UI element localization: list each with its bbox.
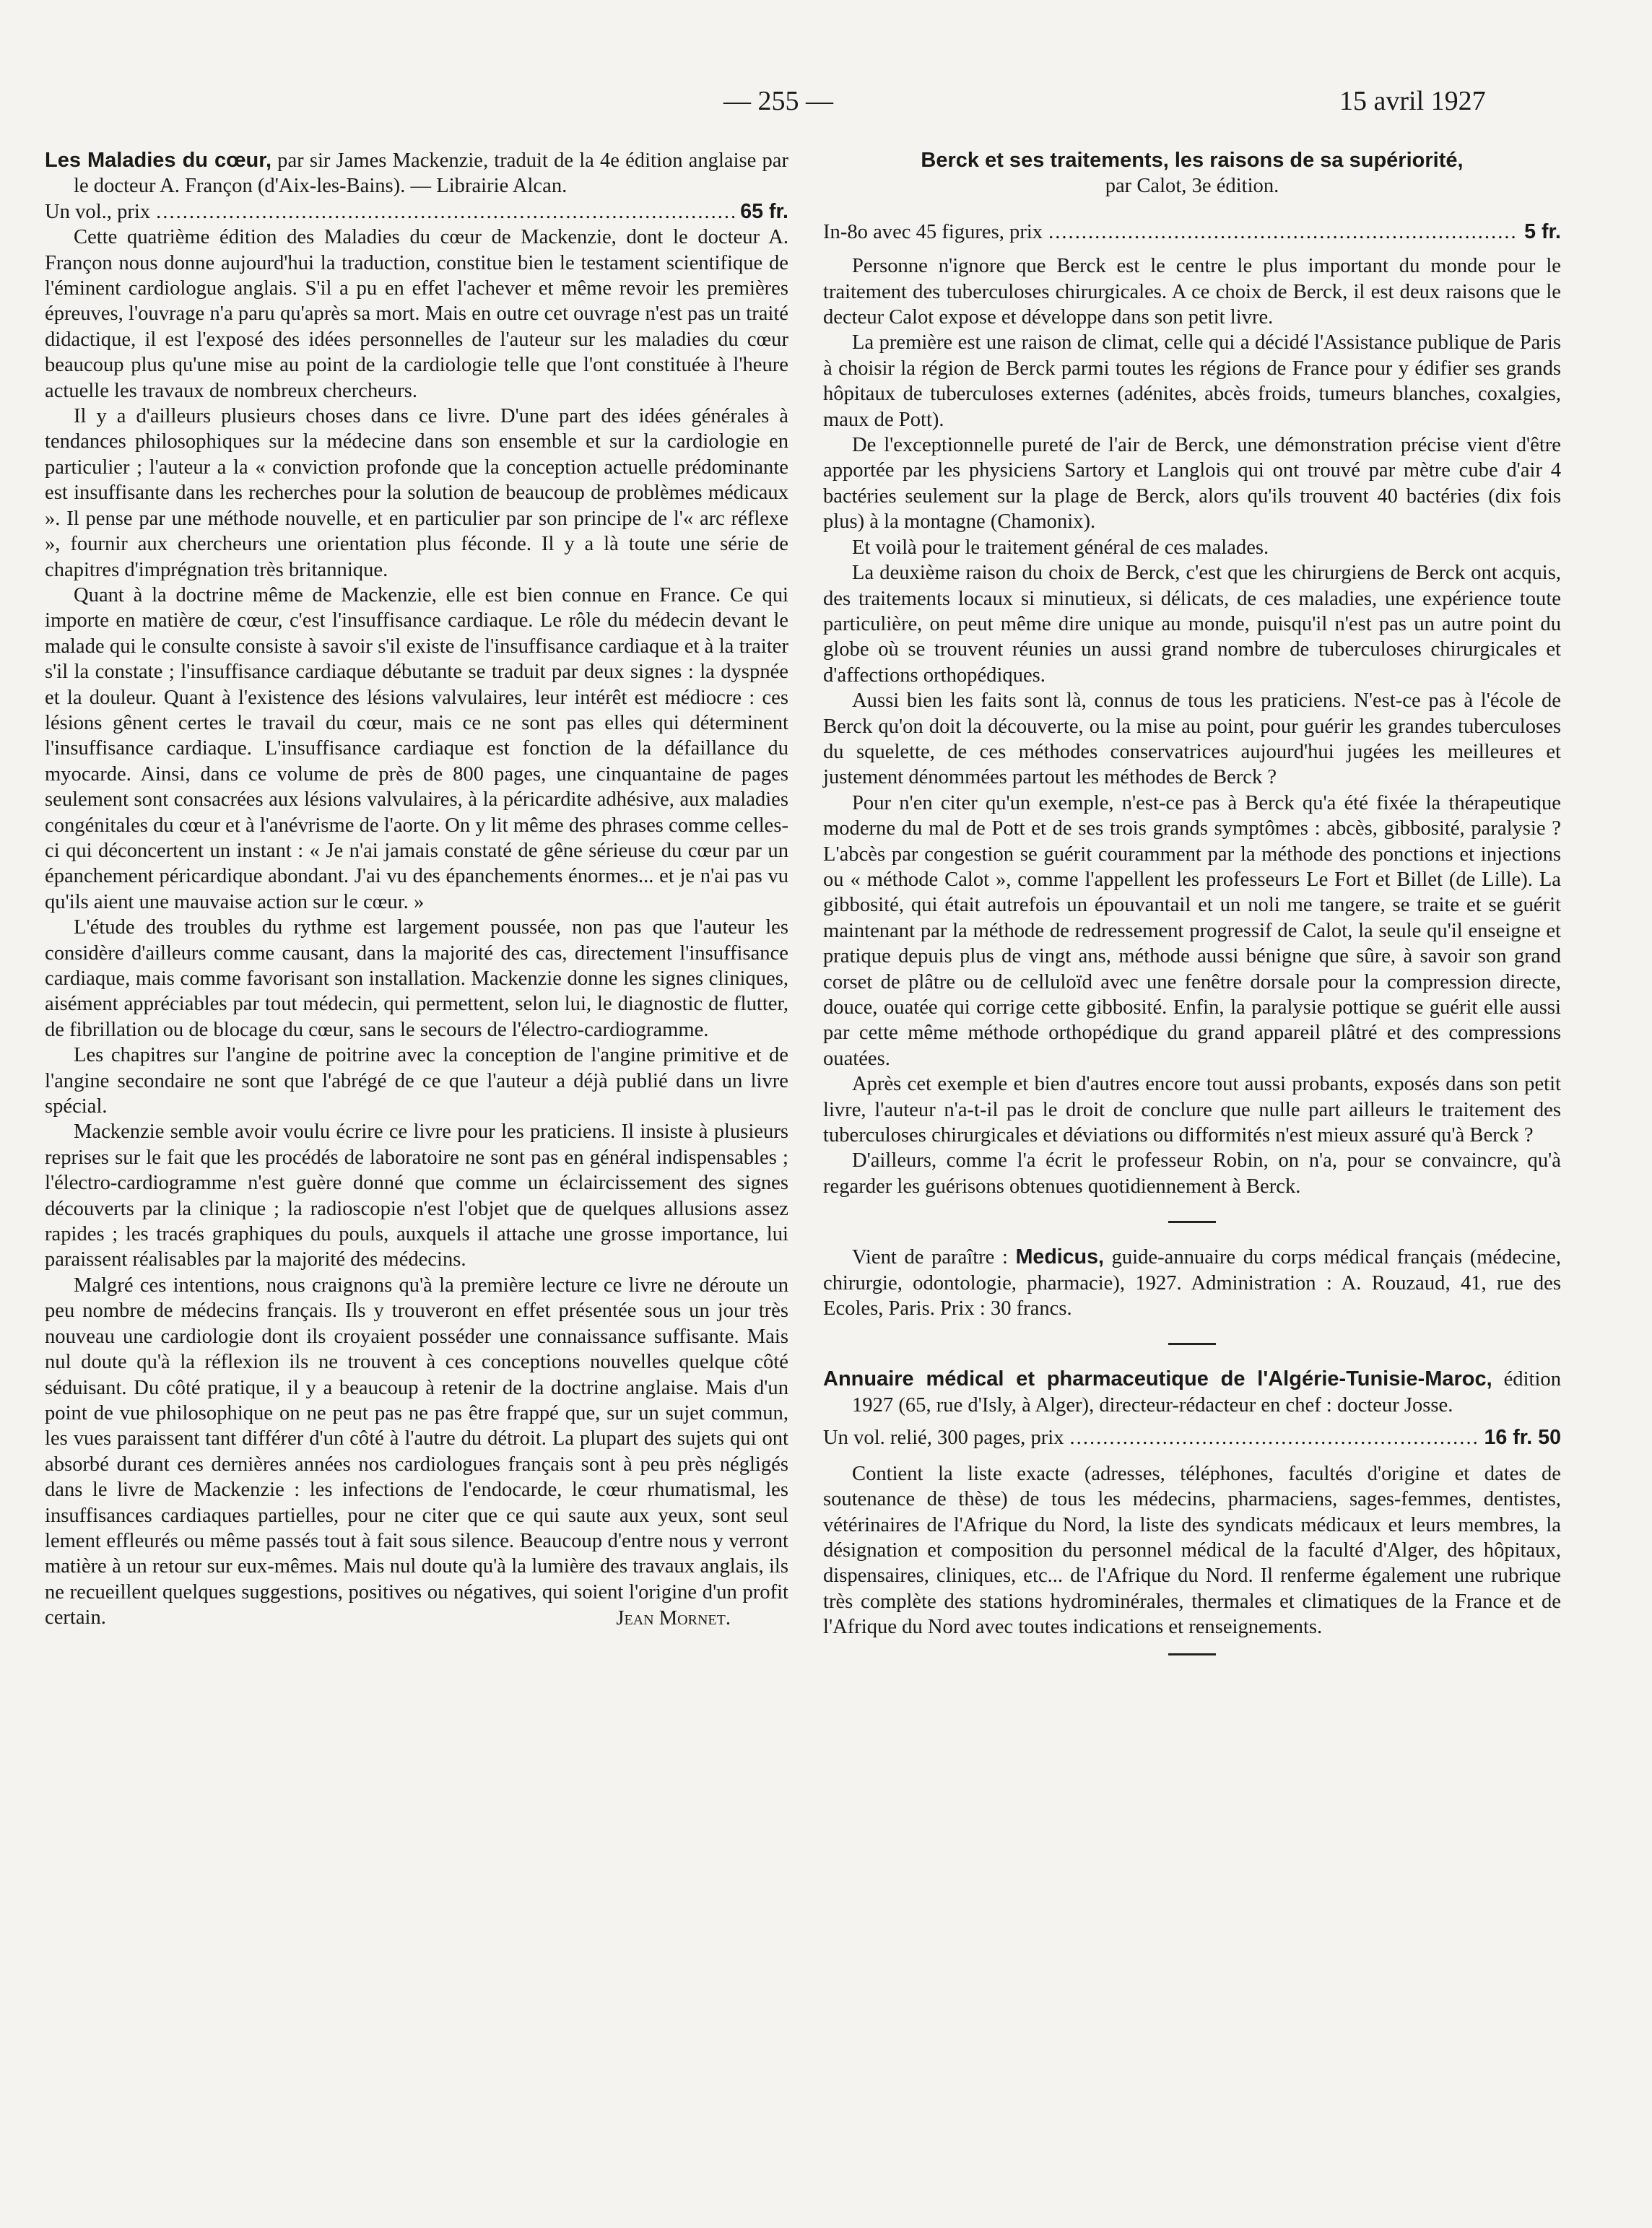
paragraph: Contient la liste exacte (adresses, téléphones, facultés d'origine et dates de soutenance de thèse) de tous les médecins, pharmaciens, sages-femmes, dentistes, vétérinaires de l'Afrique du Nord, la liste des syndicats médicaux et leurs membres, la désignation et composition du personnel médical de la faculté d'Alger, des hôpitaux, dispensaires, cliniques, etc... de l'Afrique du Nord. Il renferme également une rubrique très complète des stations hydrominérales, thermales et climatiques de la France et de l'Afrique du Nord avec toutes indications et renseignements. <box>823 1462 1561 1639</box>
notice-text: guide-annuaire du corps médical français (médecine, chirurgie, odontologie, pharmacie), 1927. Administration : A. Rouzaud, 41, rue des Ecoles, Paris. Prix : 30 francs. <box>823 1246 1561 1320</box>
left-column <box>45 148 788 1631</box>
review-subtitle: par Calot, 3e édition. <box>1105 175 1279 198</box>
review-title: Berck et ses traitements, les raisons de sa supériorité, <box>921 149 1464 172</box>
price-leader <box>1048 219 1518 245</box>
spacer <box>823 1418 1561 1425</box>
price-line <box>823 219 1561 245</box>
review-title-details: par sir James Mackenzie, traduit de la 4e édition anglaise par le docteur A. Françon (d'Aix-les-Bains). — Librairie Alcan. <box>74 149 788 198</box>
notice-lead: Vient de paraître : <box>852 1246 1008 1269</box>
paragraph: Aussi bien les faits sont là, connus de tous les praticiens. N'est-ce pas à l'école de Berck qu'on doit la découverte, ou la mise au point, pour guérir les grandes tuberculoses du squelette, de ces méthodes conservatrices aujourd'hui jugées les meilleures et justement dénommées partout les méthodes de Berck ? <box>823 689 1561 789</box>
review-title: Annuaire médical et pharmaceutique de l'Algérie-Tunisie-Maroc, <box>823 1367 1492 1391</box>
issue-date: 15 avril 1927 <box>1339 86 1486 116</box>
paragraph: Il y a d'ailleurs plusieurs choses dans ce livre. D'une part des idées générales à tendances philosophiques sur la médecine dans son ensemble et sur la cardiologie en particulier ; l'auteur a la « conviction profonde que la conception actuelle prédominante est insuffisante dans les recherches pour la solution de beaucoup de problèmes médicaux ». Il pense par une méthode nouvelle, et en particulier par son principe de l'« arc réflexe », fournir aux chercheurs une orientation plus féconde. Il y a là toute une série de chapitres d'imprégnation très britannique. <box>45 405 788 581</box>
section-divider <box>1168 1343 1216 1345</box>
paragraph: Après cet exemple et bien d'autres encore tout aussi probants, exposés dans son petit livre, l'auteur n'a-t-il pas le droit de conclure que nulle part ailleurs le traitement des tuberculoses chirurgicales et déviations ou difformités n'est mieux assuré qu'à Berck ? <box>823 1073 1561 1147</box>
paragraph: Les chapitres sur l'angine de poitrine avec la conception de l'angine primitive et de l'angine secondaire ne sont que l'abrégé de ce que l'auteur a déjà publié dans un livre spécial. <box>45 1044 788 1118</box>
paragraph: Mackenzie semble avoir voulu écrire ce livre pour les praticiens. Il insiste à plusieurs reprises sur le fait que les procédés de laboratoire ne sont pas en général indispensables ; l'électro-cardiogramme n'est guère donné que comme un éclaircissement des signes découverts par la clinique ; la radioscopie n'est l'objet que de quelques allusions assez rapides ; les tracés graphiques du pouls, auxquels il attache une grosse importance, lui paraissent réalisables par la majorité des médecins. <box>45 1120 788 1271</box>
price-leader <box>1070 1425 1479 1450</box>
paragraph: Cette quatrième édition des Maladies du cœur de Mackenzie, dont le docteur A. Françon nous donne aujourd'hui la traduction, constitue bien le testament scientifique de l'éminent cardiologue anglais. S'il a pu en effet l'achever et même revoir les premières épreuves, l'ouvrage n'a paru qu'après sa mort. Mais en outre cet ouvrage n'est pas un traité didactique, il est l'exposé des idées personnelles de l'auteur sur les maladies du cœur beaucoup plus qu'une mise au point de la cardiologie telle que l'ont constituée à l'heure actuelle les travaux de nombreux chercheurs. <box>45 226 788 402</box>
price-value: 65 fr. <box>740 199 788 223</box>
price-line <box>45 199 788 225</box>
right-column <box>823 148 1561 1677</box>
review-heading-berck <box>823 148 1561 199</box>
paragraph: La deuxième raison du choix de Berck, c'est que les chirurgiens de Berck ont acquis, des traitements locaux si minutieux, si délicats, de ces maladies, une expérience toute particulière, on peut même dire unique au monde, puisqu'il n'est pas un autre point du globe où se trouvent réunies un aussi grand nombre de tuberculoses chirurgicales et d'affections orthopédiques. <box>823 562 1561 687</box>
price-label: In-8o avec 45 figures, prix <box>823 220 1043 243</box>
review-heading-maladies <box>45 148 788 199</box>
paragraph: Et voilà pour le traitement général de ces malades. <box>852 536 1269 559</box>
section-divider <box>1168 1653 1216 1655</box>
price-label: Un vol., prix <box>45 200 151 223</box>
paragraph: Quant à la doctrine même de Mackenzie, elle est bien connue en France. Ce qui importe en matière de cœur, c'est l'insuffisance cardiaque. Le rôle du médecin devant le malade qui le consulte consiste à savoir s'il existe de l'insuffisance cardiaque et à la traiter s'il la constate ; l'insuffisance cardiaque débutante se traduit par deux signes : la dyspnée et la douleur. Quant à l'existence des lésions valvulaires, leur intérêt est médiocre : ces lésions gênent certes le travail du cœur, mais ce ne sont pas elles qui déterminent l'insuffisance cardiaque. L'insuffisance cardiaque est fonction de la défaillance du myocarde. Ainsi, dans ce volume de près de 800 pages, une cinquantaine de pages seulement sont consacrées aux lésions valvulaires, à la péricardite adhésive, aux maladies congénitales du cœur et à l'anévrisme de l'aorte. On y lit même des phrases comme celles-ci qui déconcertent un instant : « Je n'ai jamais constaté de gêne sérieuse du cœur par un épanchement péricardique abondant. J'ai vu des épanchements énormes... et je n'ai pas vu qu'ils aient une mauvaise action sur le cœur. » <box>45 583 788 913</box>
price-value: 5 fr. <box>1524 219 1561 243</box>
paragraph: D'ailleurs, comme l'a écrit le professeur Robin, on n'a, pour se convaincre, qu'à regarder les guérisons obtenues quotidiennement à Berck. <box>823 1149 1561 1198</box>
notice-title: Medicus, <box>1015 1245 1104 1269</box>
price-line <box>823 1425 1561 1450</box>
page-header <box>0 85 1652 129</box>
paragraph: Pour n'en citer qu'un exemple, n'est-ce pas à Berck qu'a été fixée la thérapeutique moderne du mal de Pott et de ses trois grands symptômes : abcès, gibbosité, paralysie ? L'abcès par congestion se guérit couramment par la méthode des ponctions et injections ou « méthode Calot », comme l'appellent les professeurs Le Fort et Billet (de Lille). La gibbosité, qui était autrefois un épouvantail et un noli me tangere, se traite et se guérit maintenant par la méthode de redressement progressif de Calot, la seule qu'il enseigne et pratique depuis plus de vingt ans, méthode aussi bénigne que sûre, à savoir son grand corset de plâtre ou de celluloïd avec une fenêtre dorsale pour la compression directe, douce, ouatée qui corrige cette gibbosité. Enfin, la paralysie pottique se guérit elle aussi par cette même méthode orthopédique du grand appareil plâtré et des compressions ouatées. <box>823 791 1561 1070</box>
spacer <box>823 245 1561 253</box>
paragraph: Malgré ces intentions, nous craignons qu'à la première lecture ce livre ne déroute un peu nombre de médecins français. Ils y trouveront en effet présentée sous un jour très nouveau une cardiologie dont ils croyaient posséder une connaissance suffisante. Mais nul doute qu'à la réflexion ils ne trouvent à ces conceptions nouvelles quelque côté séduisant. Du côté pratique, il y a beaucoup à retenir de la doctrine anglaise. Mais d'un point de vue philosophique on ne peut pas ne pas être frappé que, sur un sujet commun, les vues paraissent tant différer d'un côté à l'autre du détroit. La plupart des sujets qui ont absorbé durant ces dernières années nos cardiologues français sont à peu près négligés dans le livre de Mackenzie : les infections de l'endocarde, le cœur rhumatismal, les insuffisances cardiaques partielles, pour ne citer que ce qui saute aux yeux, sont seul lement effleurés ou même passés tout à fait sous silence. Beaucoup d'entre nous y verront matière à un retour sur eux-mêmes. Mais nul doute qu'à la lumière des travaux anglais, ils ne recueillent quelques suggestions, positives ou négatives, qui soient l'origine d'un profit certain. <box>45 1274 788 1629</box>
paragraph: De l'exceptionnelle pureté de l'air de Berck, une démonstration précise vient d'être apportée par les physiciens Sartory et Langlois qui ont trouvé par mètre cube d'air 4 bactéries seulement sur la plage de Berck, alors qu'ils trouvent 40 bactéries (dix fois plus) à la montagne (Chamonix). <box>823 434 1561 534</box>
spacer <box>823 199 1561 219</box>
price-label: Un vol. relié, 300 pages, prix <box>823 1427 1064 1450</box>
review-title-details: édition 1927 (65, rue d'Isly, à Alger), directeur-rédacteur en chef : docteur Josse. <box>852 1368 1561 1417</box>
price-value: 16 fr. 50 <box>1484 1426 1561 1450</box>
medicus-notice <box>823 1245 1561 1321</box>
price-leader <box>156 199 734 225</box>
author-signature: Jean Mornet. <box>616 1606 731 1629</box>
spacer <box>823 1451 1561 1461</box>
review-heading-annuaire <box>823 1367 1561 1418</box>
review-title: Les Maladies du cœur, <box>45 149 272 172</box>
section-divider <box>1168 1221 1216 1223</box>
paragraph: Personne n'ignore que Berck est le centre le plus important du monde pour le traitement des tuberculoses chirurgicales. A ce choix de Berck, il est deux raisons que le decteur Calot expose et développe dans son petit livre. <box>823 255 1561 329</box>
paragraph: L'étude des troubles du rythme est largement poussée, non pas que l'auteur les considère d'ailleurs comme causant, dans la majorité des cas, directement l'insuffisance cardiaque, mais comme favorisant son installation. Mackenzie donne les signes cliniques, aisément appréciables par tout médecin, qui permettent, selon lui, le diagnostic de flutter, de fibrillation ou de blocage du cœur, sans le secours de l'électro-cardiogramme. <box>45 916 788 1041</box>
paragraph: La première est une raison de climat, celle qui a décidé l'Assistance publique de Paris à choisir la région de Berck parmi toutes les régions de France pour y édifier ses grands hôpitaux de tuberculoses externes (adénites, abcès froids, tumeurs blanches, coxalgies, maux de Pott). <box>823 331 1561 431</box>
page-number: — 255 — <box>723 86 833 116</box>
